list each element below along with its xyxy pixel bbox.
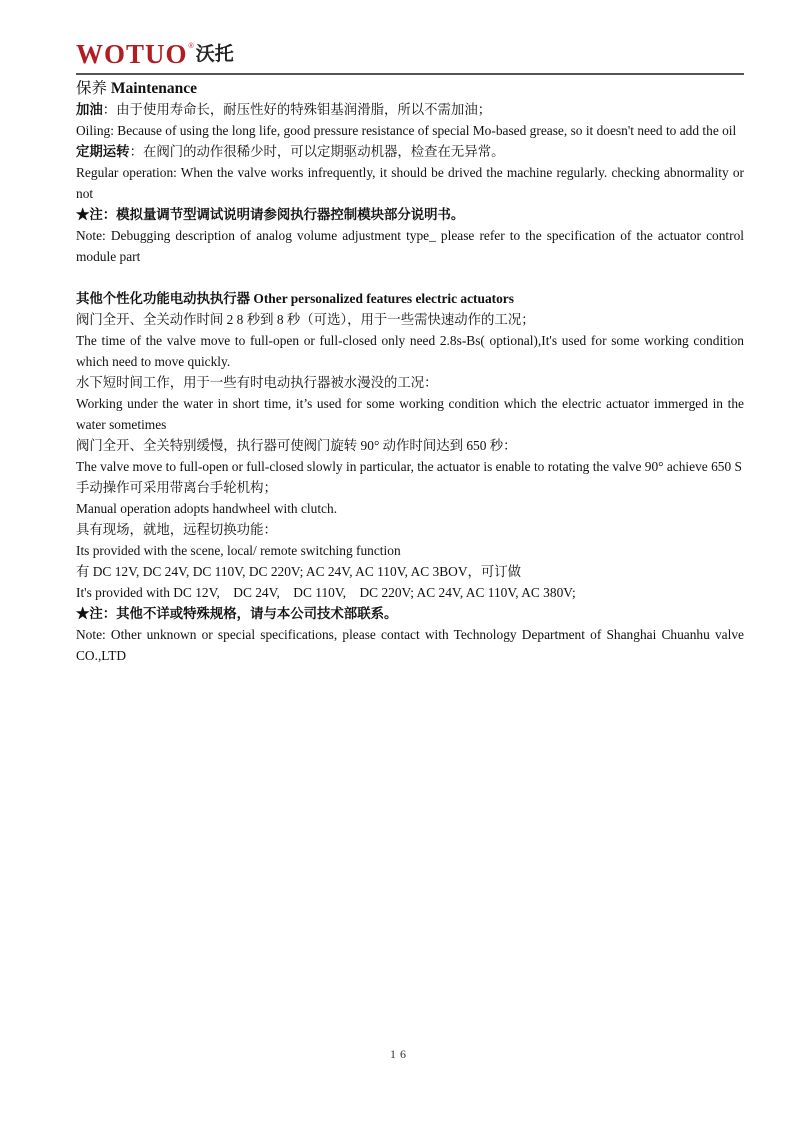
- feature-item-cn: 有 DC 12V, DC 24V, DC 110V, DC 220V; AC 24V, AC 110V, AC 3BOV，可订做: [76, 564, 522, 579]
- regular-operation-text-cn: ：在阀门的动作很稀少时，可以定期驱动机器，检查在无异常。: [129, 144, 505, 159]
- section-spacer: [76, 267, 744, 288]
- maintenance-title-cn: 保养: [76, 80, 108, 97]
- feature-item-en: Its provided with the scene, local/ remote switching function: [76, 543, 401, 558]
- oiling-cn: [76, 99, 744, 120]
- header-divider: [76, 73, 744, 75]
- page-number: 16: [390, 1047, 410, 1061]
- feature-item-en: Manual operation adopts handwheel with clutch.: [76, 501, 338, 516]
- features-note-en: Note: Other unknown or special specifications, please contact with Technology Department of Shanghai Chuanhu valve CO.,LTD: [76, 627, 744, 663]
- maintenance-note-cn: ★注：模拟量调节型调试说明请参阅执行器控制模块部分说明书。: [76, 207, 465, 222]
- maintenance-title: [76, 78, 744, 99]
- feature-item-en: The valve move to full-open or full-closed slowly in particular, the actuator is enable to rotating the valve 90° achieve 650 S: [76, 459, 742, 474]
- maintenance-note-en: Note: Debugging description of analog volume adjustment type_ please refer to the specification of the actuator control module part: [76, 228, 744, 264]
- regular-operation-label: 定期运转: [76, 144, 130, 159]
- features-title: 其他个性化功能电动执执行器 Other personalized features electric actuators: [76, 291, 514, 306]
- features-note-cn: ★注：其他不详或特殊规格，请与本公司技术部联系。: [76, 606, 398, 621]
- regular-operation-en: Regular operation: When the valve works infrequently, it should be drived the machine regularly. checking abnormality or not: [76, 165, 744, 201]
- feature-item-en: Working under the water in short time, it’s used for some working condition which the electric actuator immerged in the water sometimes: [76, 396, 744, 432]
- feature-item-en: It's provided with DC 12V, DC 24V, DC 110V, DC 220V; AC 24V, AC 110V, AC 380V;: [76, 585, 576, 600]
- document-body: [76, 78, 744, 666]
- feature-item-en: The time of the valve move to full-open or full-closed only need 2.8s-Bs( optional),It's used for some working condition which need to move quickly.: [76, 333, 744, 369]
- company-logo: [76, 40, 234, 68]
- oiling-text-cn: ：由于使用寿命长，耐压性好的特殊钼基润滑脂，所以不需加油；: [102, 102, 492, 117]
- feature-item-cn: 手动操作可采用带离台手轮机构；: [76, 480, 277, 495]
- feature-item-cn: 水下短时间工作，用于一些有时电动执行器被水漫没的工况：: [76, 375, 438, 390]
- oiling-label: 加油: [76, 102, 103, 117]
- feature-item-cn: 具有现场，就地，远程切换功能：: [76, 522, 277, 537]
- feature-item-cn: 阀门全开、全关动作时间 2 8 秒到 8 秒（可选），用于一些需快速动作的工况；: [76, 312, 535, 327]
- logo-chinese-name: 沃托: [195, 43, 234, 65]
- regular-operation-cn: [76, 141, 744, 162]
- feature-item-cn: 阀门全开、全关特别缓慢，执行器可使阀门旋转 90° 动作时间达到 650 秒：: [76, 438, 517, 453]
- page-header: [76, 40, 744, 76]
- logo-wordmark: WOTUO: [76, 39, 188, 69]
- registered-mark-icon: ®: [188, 43, 194, 50]
- maintenance-title-en: Maintenance: [110, 80, 197, 97]
- oiling-en: Oiling: Because of using the long life, good pressure resistance of special Mo-based grease, so it doesn't need to add the oil: [76, 123, 737, 138]
